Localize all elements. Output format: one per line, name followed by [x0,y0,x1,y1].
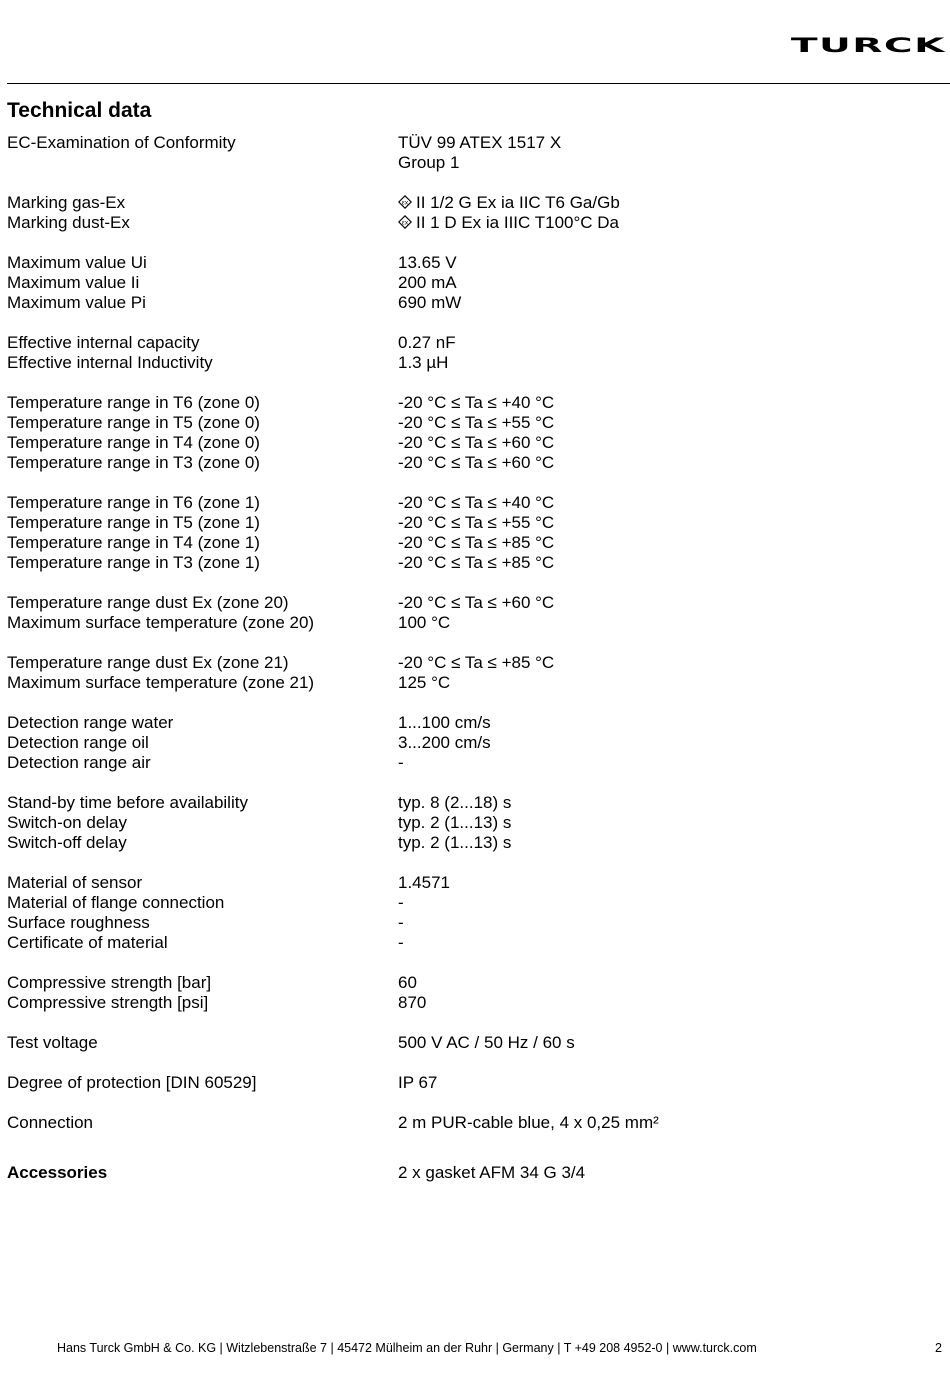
row-value: 0.27 nF [398,333,456,352]
data-row [7,193,927,213]
data-row [7,993,927,1013]
row-label: Temperature range dust Ex (zone 21) [7,653,289,672]
row-spacer [7,233,927,253]
data-row [7,813,927,833]
row-value: - [398,753,404,772]
data-row [7,833,927,853]
data-row [7,793,927,813]
row-spacer [7,1053,927,1073]
row-spacer [7,1013,927,1033]
row-label: Temperature range in T3 (zone 1) [7,553,260,572]
row-value: 100 °C [398,613,451,632]
row-label: EC-Examination of Conformity [7,133,236,152]
row-label: Degree of protection [DIN 60529] [7,1073,257,1092]
data-row [7,913,927,933]
row-value: 1...100 cm/s [398,713,491,732]
data-row [7,493,927,513]
data-row [7,1033,927,1053]
row-value: 3...200 cm/s [398,733,491,752]
row-value-text: II 1/2 G Ex ia IIC T6 Ga/Gb [416,193,620,212]
row-label: Temperature range dust Ex (zone 20) [7,593,289,612]
technical-data-table [7,133,927,1183]
row-value: - [398,913,404,932]
data-row [7,453,927,473]
row-value: typ. 2 (1...13) s [398,813,512,832]
row-label: Temperature range in T6 (zone 0) [7,393,260,412]
row-label: Effective internal capacity [7,333,200,352]
data-row [7,593,927,613]
row-value-text: II 1 D Ex ia IIIC T100°C Da [416,213,620,232]
data-row [7,673,927,693]
row-label: Material of sensor [7,873,143,892]
data-row [7,273,927,293]
row-label: Temperature range in T4 (zone 1) [7,533,260,552]
data-row [7,413,927,433]
data-row [7,353,927,373]
data-row [7,153,927,173]
header-divider [7,83,950,84]
data-row [7,893,927,913]
data-row [7,973,927,993]
data-row [7,1163,927,1183]
row-label: Temperature range in T5 (zone 1) [7,513,260,532]
row-value: -20 °C ≤ Ta ≤ +55 °C [398,513,555,532]
row-value: -20 °C ≤ Ta ≤ +85 °C [398,653,555,672]
svg-text:εx: εx [401,199,409,207]
row-value: 500 V AC / 50 Hz / 60 s [398,1033,575,1052]
data-row [7,333,927,353]
row-value [398,213,619,233]
row-value: -20 °C ≤ Ta ≤ +60 °C [398,453,555,472]
row-label: Marking gas-Ex [7,193,126,212]
turck-logo: TURCK [791,34,946,57]
row-value: -20 °C ≤ Ta ≤ +85 °C [398,553,555,572]
row-value: - [398,893,404,912]
row-label: Surface roughness [7,913,150,932]
data-row [7,533,927,553]
row-label: Temperature range in T4 (zone 0) [7,433,260,452]
row-label: Compressive strength [psi] [7,993,209,1012]
row-value: -20 °C ≤ Ta ≤ +60 °C [398,433,555,452]
page-number: 2 [935,1341,942,1355]
row-label: Maximum value Ui [7,253,147,272]
row-value: 2 x gasket AFM 34 G 3/4 [398,1163,586,1182]
row-value: -20 °C ≤ Ta ≤ +40 °C [398,393,555,412]
row-label: Compressive strength [bar] [7,973,212,992]
data-row [7,253,927,273]
row-label: Connection [7,1113,94,1132]
data-row [7,1073,927,1093]
data-row [7,393,927,413]
row-label: Temperature range in T5 (zone 0) [7,413,260,432]
row-value: typ. 2 (1...13) s [398,833,512,852]
row-spacer [7,1093,927,1113]
row-spacer [7,853,927,873]
data-row [7,293,927,313]
row-value: 60 [398,973,417,992]
row-value: -20 °C ≤ Ta ≤ +55 °C [398,413,555,432]
row-spacer [7,1133,927,1163]
row-label: Detection range oil [7,733,149,752]
ex-icon [398,195,412,209]
row-value: 200 mA [398,273,457,292]
row-spacer [7,573,927,593]
row-value: 690 mW [398,293,462,312]
row-spacer [7,173,927,193]
row-label: Effective internal Inductivity [7,353,213,372]
row-label: Certificate of material [7,933,168,952]
data-row [7,873,927,893]
footer-address: Hans Turck GmbH & Co. KG | Witzlebenstraße 7 | 45472 Mülheim an der Ruhr | Germany | T +49 208 4952-0 | www.turck.com [57,1341,757,1355]
row-value: 1.3 µH [398,353,449,372]
row-value: TÜV 99 ATEX 1517 X [398,133,562,152]
data-row [7,613,927,633]
page-title: Technical data [7,99,152,122]
row-value: - [398,933,404,952]
row-label: Maximum value Pi [7,293,146,312]
row-value: -20 °C ≤ Ta ≤ +85 °C [398,533,555,552]
row-spacer [7,773,927,793]
svg-text:εx: εx [401,219,409,227]
row-value: 1.4571 [398,873,450,892]
row-value: Group 1 [398,153,460,172]
data-row [7,553,927,573]
row-spacer [7,953,927,973]
row-label: Stand-by time before availability [7,793,248,812]
row-value: IP 67 [398,1073,438,1092]
row-label: Maximum surface temperature (zone 21) [7,673,315,692]
row-label: Detection range water [7,713,174,732]
row-label: Test voltage [7,1033,98,1052]
data-row [7,933,927,953]
row-label: Switch-on delay [7,813,128,832]
data-row [7,433,927,453]
data-row [7,753,927,773]
row-spacer [7,633,927,653]
row-value: -20 °C ≤ Ta ≤ +40 °C [398,493,555,512]
row-value: 870 [398,993,427,1012]
row-label: Marking dust-Ex [7,213,130,232]
row-value: typ. 8 (2...18) s [398,793,512,812]
data-row [7,713,927,733]
data-row [7,513,927,533]
row-label: Temperature range in T6 (zone 1) [7,493,260,512]
row-label: Detection range air [7,753,151,772]
data-row [7,1113,927,1133]
data-row [7,733,927,753]
row-value: 125 °C [398,673,451,692]
row-spacer [7,473,927,493]
ex-icon [398,215,412,229]
row-label: Switch-off delay [7,833,127,852]
row-label: Temperature range in T3 (zone 0) [7,453,260,472]
row-value [398,193,620,213]
row-value: 2 m PUR-cable blue, 4 x 0,25 mm² [398,1113,659,1132]
data-row [7,213,927,233]
row-label: Material of flange connection [7,893,225,912]
row-value: -20 °C ≤ Ta ≤ +60 °C [398,593,555,612]
data-row [7,653,927,673]
row-label: Accessories [7,1163,108,1182]
row-spacer [7,373,927,393]
row-spacer [7,693,927,713]
row-spacer [7,313,927,333]
row-value: 13.65 V [398,253,457,272]
row-label: Maximum value Ii [7,273,140,292]
data-row [7,133,927,153]
row-label: Maximum surface temperature (zone 20) [7,613,315,632]
